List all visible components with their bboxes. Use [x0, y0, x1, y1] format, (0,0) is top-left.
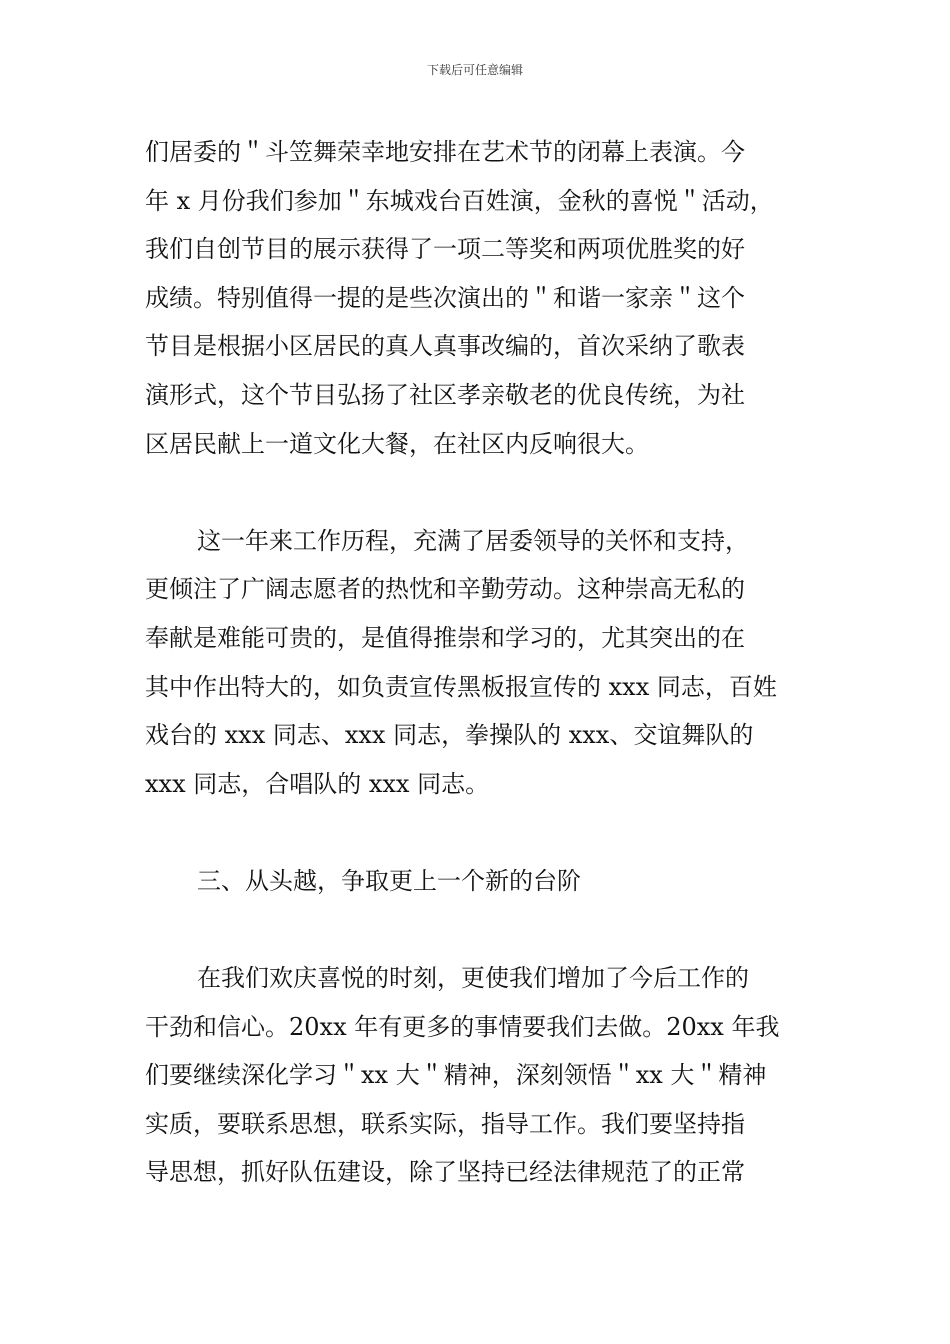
section-heading — [145, 857, 810, 906]
paragraph-volunteers — [145, 517, 810, 809]
text-line: 我们自创节目的展示获得了一项二等奖和两项优胜奖的好 — [145, 235, 745, 264]
text-line: 实质，要联系思想，联系实际，指导工作。我们要坚持指 — [145, 1109, 745, 1138]
text-line: 更倾注了广阔志愿者的热忱和辛勤劳动。这种崇高无私的 — [145, 575, 745, 604]
section-title: 三、从头越，争取更上一个新的台阶 — [197, 866, 581, 895]
text-line: 奉献是难能可贵的，是值得推崇和学习的，尤其突出的在 — [145, 623, 745, 652]
paragraph-spacer — [145, 808, 810, 857]
text-line: 在我们欢庆喜悦的时刻，更使我们增加了今后工作的 — [197, 964, 749, 993]
text-line: 其中作出特大的，如负责宣传黑板报宣传的 xxx 同志，百姓 — [145, 672, 777, 701]
text-line: 戏台的 xxx 同志、xxx 同志，拳操队的 xxx、交谊舞队的 — [145, 721, 754, 750]
text-line: 们要继续深化学习＂xx 大＂精神，深刻领悟＂xx 大＂精神 — [145, 1061, 767, 1090]
document-body — [145, 128, 810, 1197]
text-line: 们居委的＂斗笠舞荣幸地安排在艺术节的闭幕上表演。今 — [145, 138, 745, 166]
text-line: xxx 同志，合唱队的 xxx 同志。 — [145, 769, 490, 798]
text-line: 干劲和信心。20xx 年有更多的事情要我们去做。20xx 年我 — [145, 1012, 780, 1041]
text-line: 区居民献上一道文化大餐，在社区内反响很大。 — [145, 429, 649, 458]
paragraph-spacer — [145, 468, 810, 517]
text-line: 节目是根据小区居民的真人真事改编的，首次采纳了歌表 — [145, 332, 745, 361]
text-line: 年 x 月份我们参加＂东城戏台百姓演，金秋的喜悦＂活动， — [145, 186, 774, 215]
text-line: 这一年来工作历程，充满了居委领导的关怀和支持， — [197, 526, 749, 555]
text-line: 成绩。特别值得一提的是些次演出的＂和谐一家亲＂这个 — [145, 283, 745, 312]
text-line: 演形式，这个节目弘扬了社区孝亲敬老的优良传统，为社 — [145, 380, 745, 409]
paragraph-spacer — [145, 906, 810, 955]
page-header: 下载后可任意编辑 — [426, 63, 523, 77]
paragraph-performance — [145, 128, 810, 468]
text-line: 导思想，抓好队伍建设，除了坚持已经法律规范了的正常 — [145, 1158, 745, 1187]
paragraph-future-work — [145, 954, 810, 1197]
